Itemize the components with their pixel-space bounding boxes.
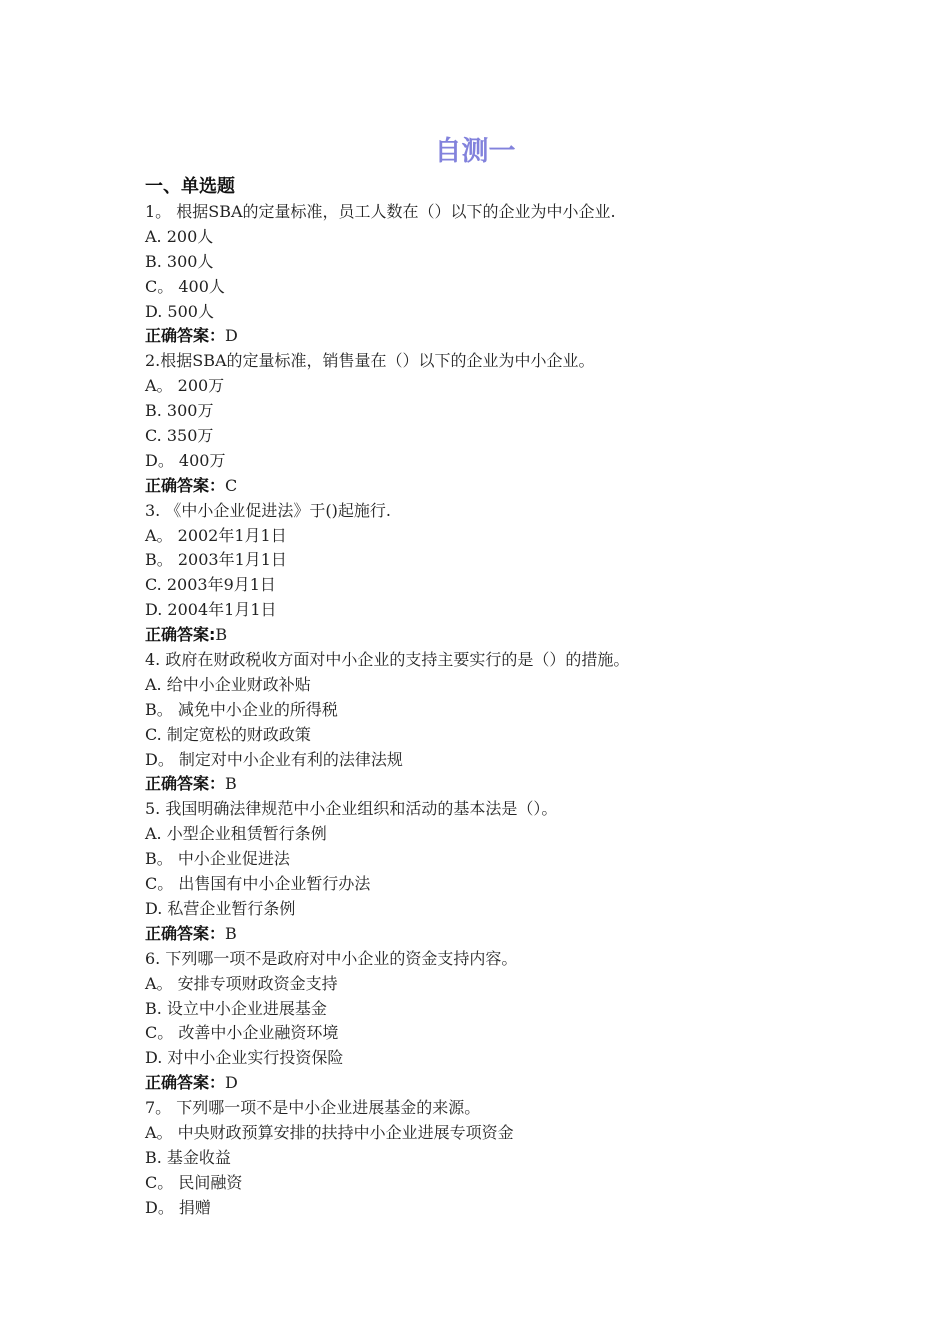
option-c: C. 2003年9月1日 [145,575,276,595]
option-c: C。 民间融资 [145,1172,243,1192]
question-stem: 4. 政府在财政税收方面对中小企业的支持主要实行的是（）的措施。 [145,650,630,670]
answer-value: C [225,475,238,495]
option-a: A。 2002年1月1日 [145,525,287,545]
option-a: A. 200人 [145,226,214,246]
option-d: D. 私营企业暂行条例 [145,898,296,918]
question-stem: 3. 《中小企业促进法》于()起施行. [145,500,391,520]
correct-answer [145,474,845,499]
question-3 [145,499,845,648]
answer-label: 正确答案 [145,625,210,645]
answer-label: 正确答案 [145,923,210,943]
section-title: 一、单选题 [145,176,235,197]
answer-label: 正确答案 [145,1073,210,1093]
answer-separator: ： [209,923,226,943]
option-c: C. 制定宽松的财政政策 [145,724,311,744]
question-7 [145,1096,845,1220]
question-2 [145,349,845,498]
option-b: B. 基金收益 [145,1147,231,1167]
answer-label: 正确答案 [145,326,210,346]
question-stem: 2.根据SBA的定量标准，销售量在（）以下的企业为中小企业。 [145,351,595,371]
correct-answer [145,324,845,349]
option-a: A。 安排专项财政资金支持 [145,973,338,993]
option-d: D. 2004年1月1日 [145,600,277,620]
option-d: D. 对中小企业实行投资保险 [145,1048,344,1068]
option-a: A。 200万 [145,376,225,396]
option-b: B. 300万 [145,401,214,421]
option-c: C。 400人 [145,276,225,296]
option-d: D。 制定对中小企业有利的法律法规 [145,749,403,769]
option-a: A. 给中小企业财政补贴 [145,674,311,694]
answer-separator: ： [209,1073,226,1093]
correct-answer [145,1071,845,1096]
question-4 [145,648,845,797]
answer-separator: ： [209,774,226,794]
option-c: C。 出售国有中小企业暂行办法 [145,874,371,894]
answer-value: D [225,326,238,346]
option-d: D。 捐赠 [145,1197,211,1217]
question-stem: 7。 下列哪一项不是中小企业进展基金的来源。 [145,1098,481,1118]
option-a: A. 小型企业租赁暂行条例 [145,824,327,844]
answer-value: B [215,625,228,645]
option-d: D。 400万 [145,450,226,470]
option-b: B。 2003年1月1日 [145,550,287,570]
option-c: C. 350万 [145,426,214,446]
answer-value: D [225,1073,238,1093]
option-b: B. 设立中小企业进展基金 [145,998,327,1018]
question-6 [145,947,845,1096]
question-5 [145,797,845,946]
question-stem: 5. 我国明确法律规范中小企业组织和活动的基本法是（）。 [145,799,558,819]
correct-answer [145,922,845,947]
document-page [145,130,845,1221]
option-b: B. 300人 [145,251,214,271]
option-d: D. 500人 [145,301,214,321]
question-stem: 6. 下列哪一项不是政府对中小企业的资金支持内容。 [145,948,518,968]
answer-value: B [225,774,237,794]
option-a: A。 中央财政预算安排的扶持中小企业进展专项资金 [145,1122,514,1142]
answer-label: 正确答案 [145,475,210,495]
answer-separator: : [209,625,216,645]
correct-answer [145,623,845,648]
document-title: 自测一 [434,136,516,167]
answer-separator: ： [209,475,226,495]
answer-separator: ： [209,326,226,346]
question-stem: 1。 根据SBA的定量标准，员工人数在（）以下的企业为中小企业. [145,202,616,221]
answer-value: B [225,923,237,943]
option-b: B。 减免中小企业的所得税 [145,699,338,719]
option-c: C。 改善中小企业融资环境 [145,1023,339,1043]
correct-answer [145,772,845,797]
option-b: B。 中小企业促进法 [145,849,290,869]
question-1 [145,200,845,349]
answer-label: 正确答案 [145,774,210,794]
